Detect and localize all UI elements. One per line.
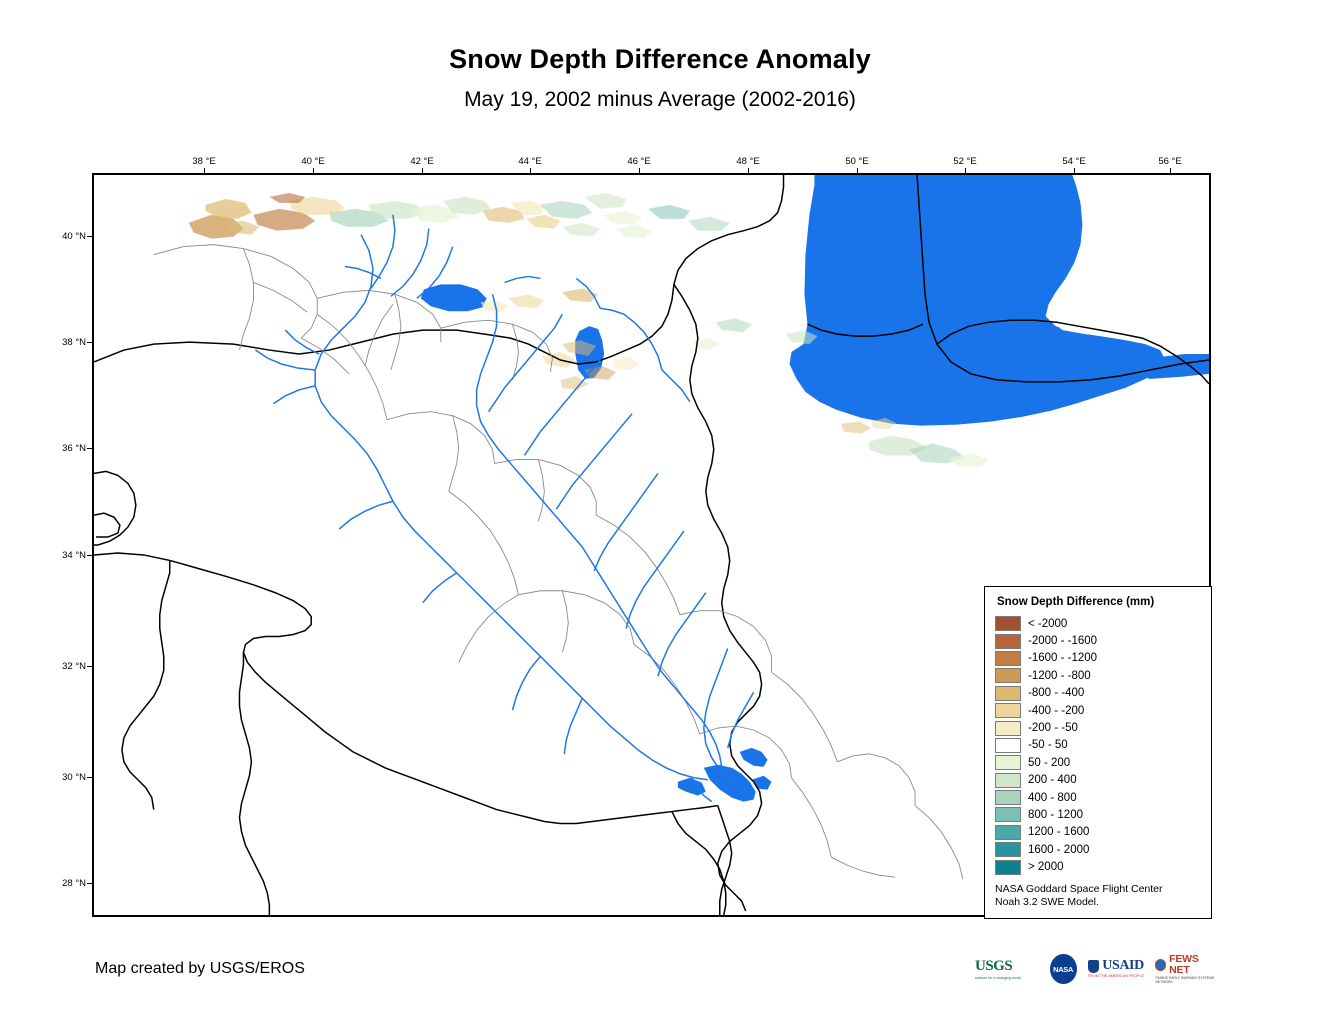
legend-swatch	[995, 842, 1021, 857]
lon-label-6: 50 °E	[845, 156, 869, 167]
lat-tick-0	[87, 236, 92, 237]
legend-row	[995, 702, 1201, 719]
lat-tick-1	[87, 342, 92, 343]
lat-tick-5	[87, 777, 92, 778]
shield-icon	[1088, 960, 1099, 973]
legend-title: Snow Depth Difference (mm)	[997, 596, 1155, 608]
lon-tick-5	[748, 168, 749, 173]
legend-row	[995, 615, 1201, 632]
legend-label: -2000 - -1600	[1028, 635, 1098, 648]
map-credit: Map created by USGS/EROS	[95, 960, 305, 977]
legend-row	[995, 824, 1201, 841]
legend-label: 200 - 400	[1028, 774, 1077, 787]
page-title: Snow Depth Difference Anomaly	[449, 44, 871, 74]
legend-label: 400 - 800	[1028, 791, 1077, 804]
legend-row	[995, 789, 1201, 806]
lon-tick-4	[639, 168, 640, 173]
legend-row	[995, 632, 1201, 649]
lon-label-8: 54 °E	[1062, 156, 1086, 167]
legend-row	[995, 685, 1201, 702]
waterbody-lake-van	[421, 284, 487, 311]
legend-row	[995, 667, 1201, 684]
legend-note-line-2: Noah 3.2 SWE Model.	[995, 896, 1099, 909]
lon-label-5: 48 °E	[736, 156, 760, 167]
legend-row	[995, 754, 1201, 771]
legend-swatch	[995, 790, 1021, 805]
legend-swatch	[995, 721, 1021, 736]
lat-label-1: 38 °N	[62, 337, 86, 348]
lon-label-2: 42 °E	[410, 156, 434, 167]
legend-swatch	[995, 738, 1021, 753]
usaid-logo-mark	[1088, 959, 1144, 973]
lat-label-2: 36 °N	[62, 443, 86, 454]
rivers	[255, 215, 753, 802]
legend-label: 1200 - 1600	[1028, 826, 1090, 839]
legend-row	[995, 806, 1201, 823]
legend-swatch	[995, 651, 1021, 666]
legend-label: 800 - 1200	[1028, 808, 1083, 821]
legend-label: -50 - 50	[1028, 739, 1068, 752]
lat-tick-2	[87, 448, 92, 449]
lon-tick-0	[204, 168, 205, 173]
lon-tick-3	[530, 168, 531, 173]
lat-tick-4	[87, 666, 92, 667]
fews-logo-word: FEWS NET	[1169, 953, 1199, 976]
legend-note-line-1: NASA Goddard Space Flight Center	[995, 882, 1163, 895]
lon-label-7: 52 °E	[953, 156, 977, 167]
lat-label-6: 28 °N	[62, 878, 86, 889]
nasa-logo	[1050, 954, 1077, 984]
legend-swatch	[995, 755, 1021, 770]
lon-label-1: 40 °E	[301, 156, 325, 167]
usaid-logo-tagline: FROM THE AMERICAN PEOPLE	[1087, 974, 1145, 979]
fews-net-logo	[1155, 954, 1215, 984]
legend-swatch	[995, 703, 1021, 718]
lon-label-0: 38 °E	[192, 156, 216, 167]
usgs-logo-word: USGS	[975, 957, 1013, 974]
legend-label: > 2000	[1028, 861, 1064, 874]
usaid-logo-word: USAID	[1102, 958, 1144, 974]
legend-row	[995, 719, 1201, 736]
usaid-logo	[1083, 954, 1150, 984]
legend-swatch	[995, 860, 1021, 875]
legend-label: -1600 - -1200	[1028, 652, 1098, 665]
waterbody-caspian-sea	[790, 175, 1209, 426]
legend-row	[995, 772, 1201, 789]
logo-bar	[975, 952, 1215, 986]
legend-label: 1600 - 2000	[1028, 843, 1090, 856]
legend-row	[995, 650, 1201, 667]
lat-tick-6	[87, 883, 92, 884]
lon-label-9: 56 °E	[1158, 156, 1182, 167]
usgs-logo-tagline: science for a changing world	[975, 975, 1021, 980]
legend-label: -400 - -200	[1028, 704, 1085, 717]
legend-label: < -2000	[1028, 617, 1068, 630]
page-subtitle: May 19, 2002 minus Average (2002-2016)	[464, 88, 856, 111]
lon-tick-7	[965, 168, 966, 173]
legend-swatch	[995, 825, 1021, 840]
usgs-logo	[975, 954, 1044, 984]
lon-tick-2	[422, 168, 423, 173]
legend-label: -200 - -50	[1028, 722, 1078, 735]
lat-tick-3	[87, 555, 92, 556]
legend-swatch	[995, 616, 1021, 631]
legend-swatch	[995, 634, 1021, 649]
globe-icon	[1155, 959, 1166, 971]
lon-label-3: 44 °E	[518, 156, 542, 167]
legend-swatch	[995, 807, 1021, 822]
lon-tick-6	[857, 168, 858, 173]
fews-logo-tagline: FAMINE EARLY WARNING SYSTEMS NETWORK	[1155, 976, 1215, 984]
lat-label-3: 34 °N	[62, 550, 86, 561]
lon-tick-8	[1074, 168, 1075, 173]
nasa-logo-word: NASA	[1053, 964, 1074, 974]
lon-tick-1	[313, 168, 314, 173]
map-legend	[984, 586, 1212, 919]
legend-row	[995, 858, 1201, 875]
lon-label-4: 46 °E	[627, 156, 651, 167]
legend-row	[995, 737, 1201, 754]
lon-tick-9	[1170, 168, 1171, 173]
lat-label-5: 30 °N	[62, 772, 86, 783]
legend-label: -1200 - -800	[1028, 669, 1091, 682]
lat-label-4: 32 °N	[62, 661, 86, 672]
legend-label: 50 - 200	[1028, 756, 1071, 769]
legend-source-note	[995, 883, 1201, 910]
lat-label-0: 40 °N	[62, 231, 86, 242]
fews-logo-mark	[1155, 954, 1215, 975]
legend-swatch	[995, 686, 1021, 701]
legend-swatch	[995, 668, 1021, 683]
legend-row	[995, 841, 1201, 858]
legend-label: -800 - -400	[1028, 687, 1085, 700]
legend-swatch	[995, 773, 1021, 788]
